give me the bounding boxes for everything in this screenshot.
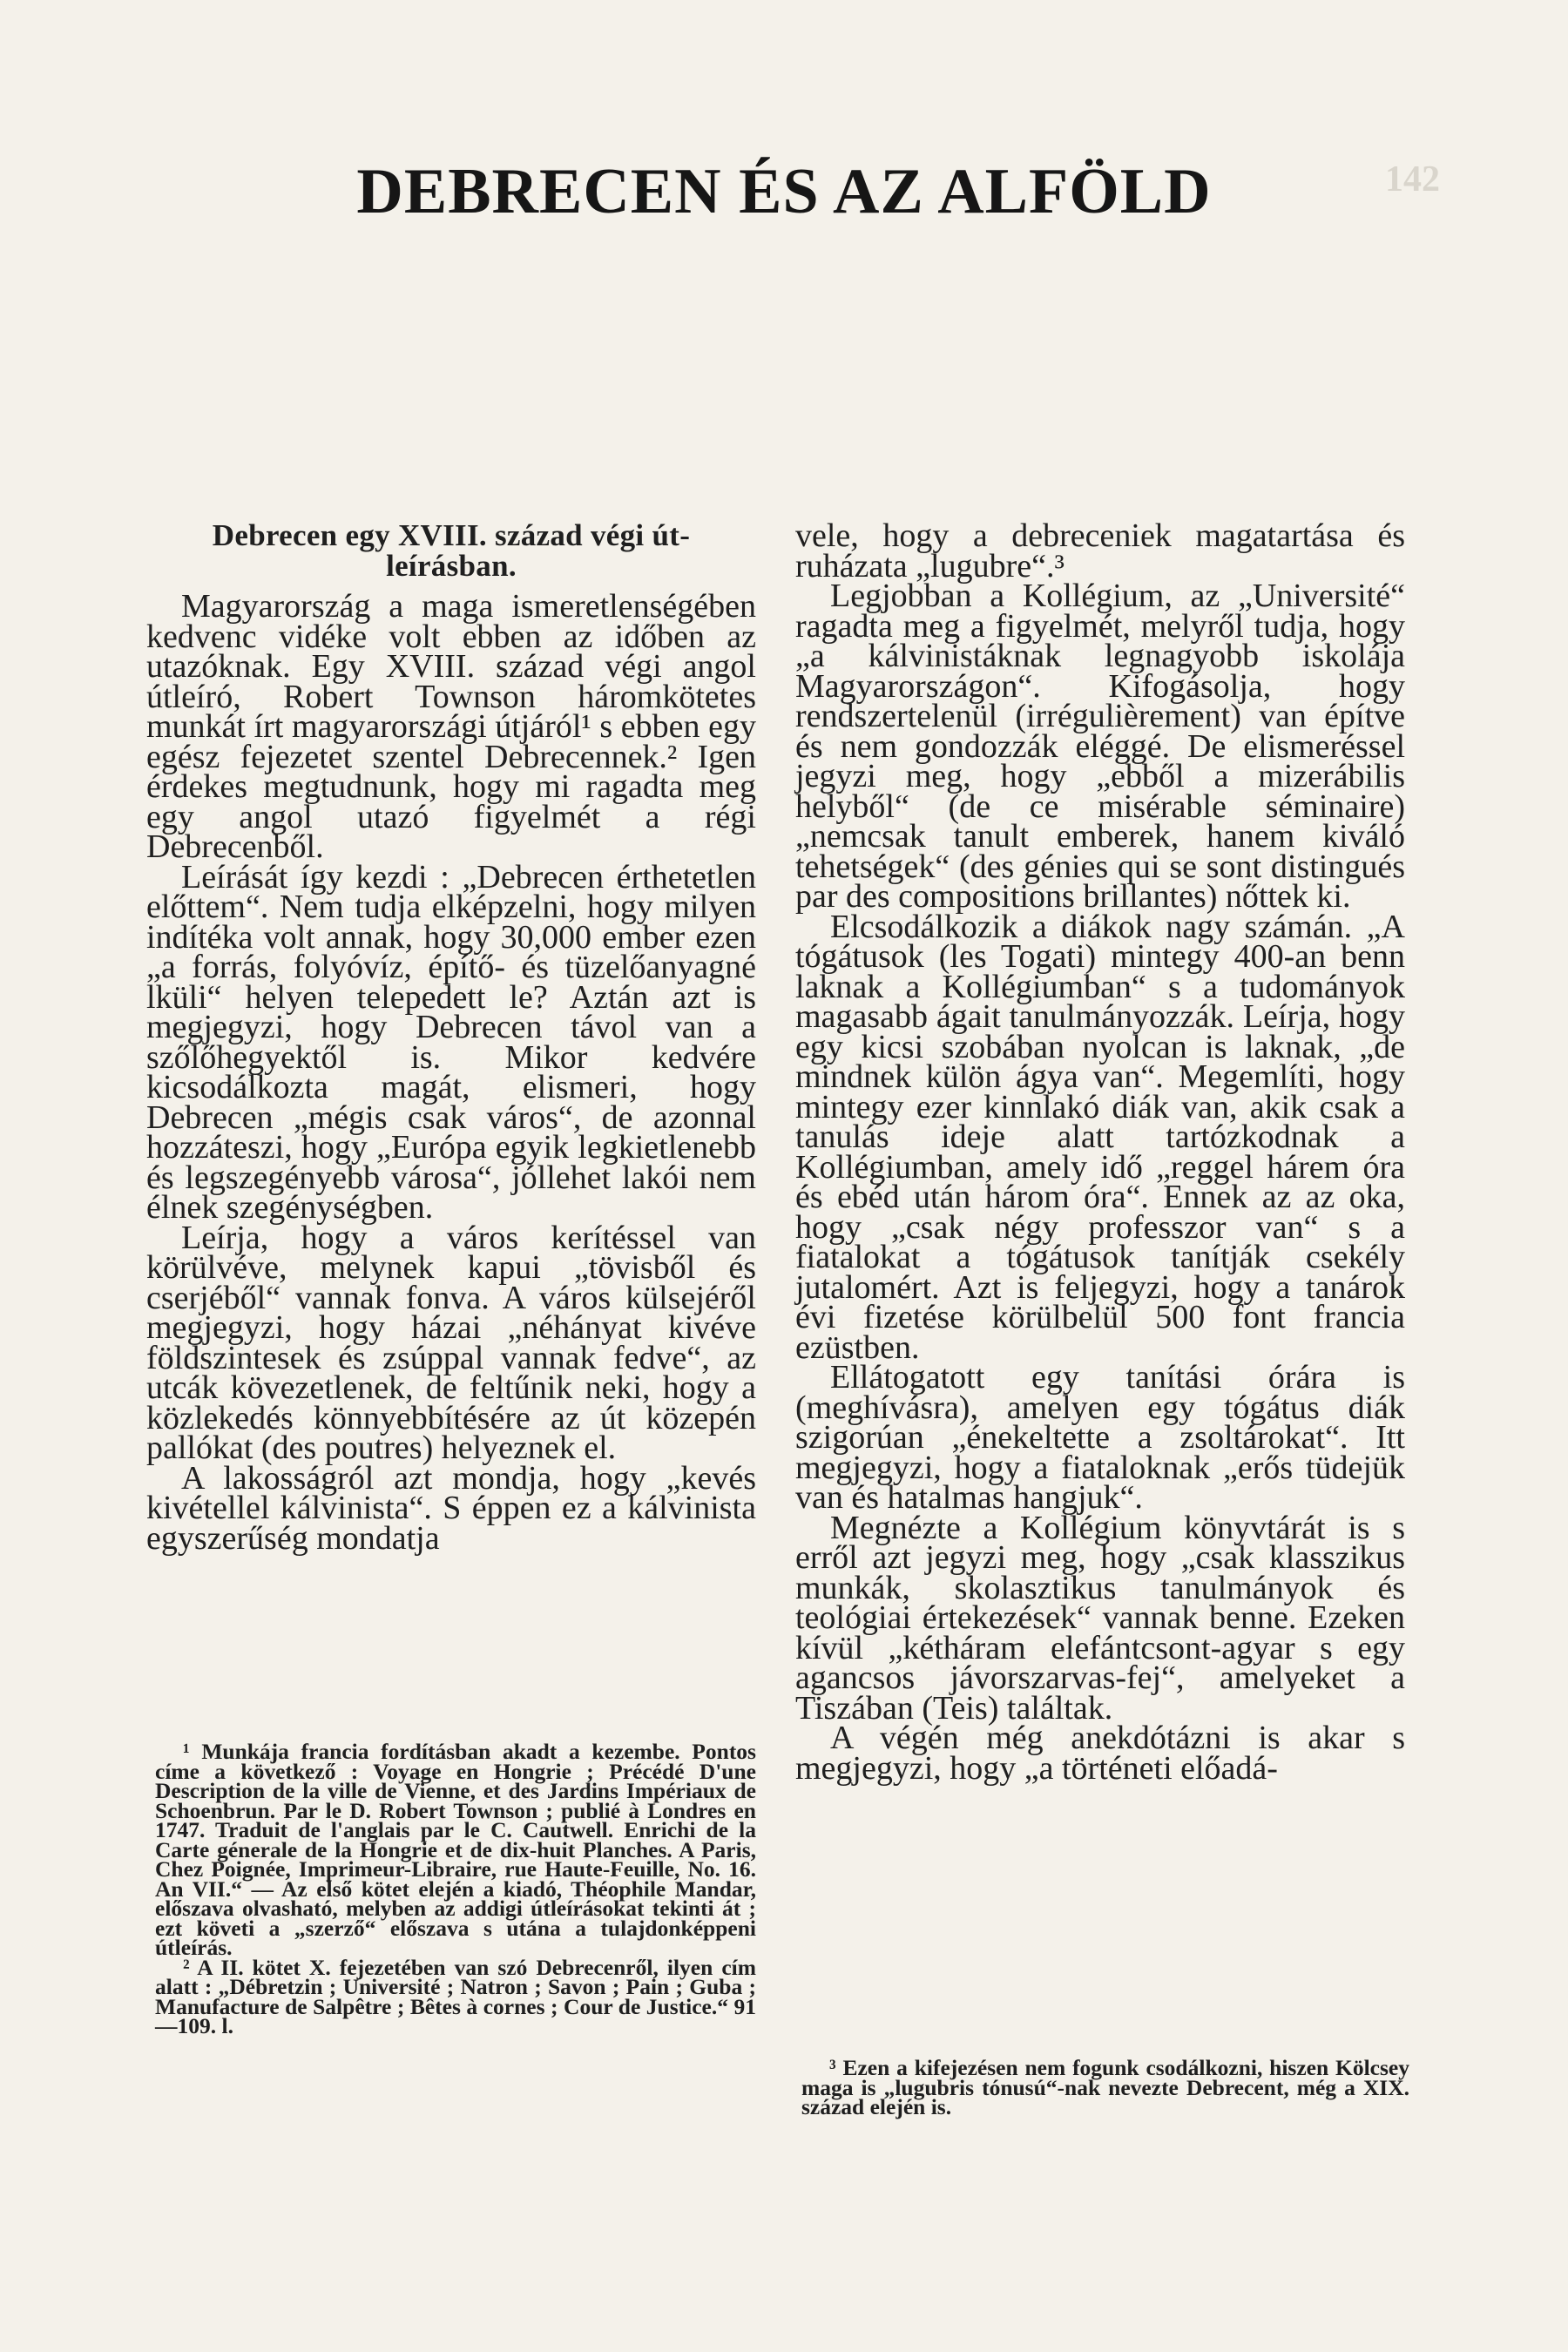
ghost-page-number: 142 <box>1385 159 1440 199</box>
paragraph: Elcsodálkozik a diákok nagy számán. „A tógátusok (les Togati) mintegy 400-an benn laknak a Kollégiumban“ s a tudományok magasabb ágait tanulmányozzák. Leírja, hogy egy kicsi szobában nyolcan is laknak, „de mindnek külön ágya van“. Megemlíti, hogy mintegy ezer kinnlakó diák van, akik csak a tanulás ideje alatt tartózkodnak a Kollégiumban, amely idő „reggel hárem óra és ebéd után három óra“. Ennek az az oka, hogy „csak négy professzor van“ s a fiatalokat a tógátusok tanítják csekély jutalomért. Azt is feljegyzi, hogy a tanárok évi fizetése körülbelül 500 font francia ezüstben. <box>795 908 1405 1366</box>
paragraph: Megnézte a Kollégium könyvtárát is s erről azt jegyzi meg, hogy „csak klasszikus munkák, skolasztikus tanulmányok és teológiai értekezések“ vannak benne. Ezeken kívül „kétháram elefántcsont-agyar s egy agancsos jávorszarvas-fej“, amelyeket a Tiszában (Teis) találtak. <box>795 1509 1405 1727</box>
right-column <box>795 517 1405 1787</box>
article-title-line-1: Debrecen egy XVIII. század végi út- <box>212 518 691 552</box>
paragraph: Legjobban a Kollégium, az „Université“ ragadta meg a figyelmét, melyről tudja, hogy „a kálvinistáknak legnagyobb iskolája Magyarországon“. Kifogásolja, hogy rendszertelenül (irrégulièrement) van építve és nem gondozzák eléggé. De elismeréssel jegyzi meg, hogy „ebből a mizerábilis helyből“ (de ce misérable séminaire) „nemcsak tanult emberek, hanem kiváló tehetségek“ (des génies qui se sont distingués par des compositions brillantes) nőttek ki. <box>795 578 1405 915</box>
footnotes-right <box>801 2055 1409 2119</box>
page-heading: DEBRECEN ÉS AZ ALFÖLD <box>356 156 1212 227</box>
footnotes-left <box>155 1739 756 2038</box>
article-title <box>146 518 756 583</box>
paragraph: Magyarország a maga ismeretlenségében kedvenc vidéke volt ebben az időben az utazóknak. Egy XVIII. század végi angol útleíró, Robert Townson háromkötetes munkát írt magyarországi útjáról¹ s ebben egy egész fejezetet szentel Debrecennek.² Igen érdekes megtudnunk, hogy mi ragadta meg egy angol utazó figyelmét a régi Debrecenből. <box>146 588 756 865</box>
footnote-3: ³ Ezen a kifejezésen nem fogunk csodálkozni, hiszen Kölcsey maga is „lugubris tónusú“-nak nevezte Debrecent, még a XIX. század elején is. <box>801 2055 1409 2119</box>
paragraph: Ellátogatott egy tanítási órára is (meghívásra), amelyen egy tógátus diák szigorúan „énekeltette a zsoltárokat“. Itt megjegyzi, hogy a fiataloknak „erős tüdejük van és hatalmas hangjuk“. <box>795 1359 1405 1516</box>
footnote-2: ² A II. kötet X. fejezetében van szó Debrecenről, ilyen cím alatt : „Débretzin ; Université ; Natron ; Savon ; Pain ; Guba ; Manufacture de Salpêtre ; Bêtes à cornes ; Cour de Justice.“ 91—109. l. <box>155 1954 756 2038</box>
article-title-line-2: leírásban. <box>386 548 517 583</box>
left-column <box>146 518 756 1557</box>
paragraph: vele, hogy a debreceniek magatartása és ruházata „lugubre“.³ <box>795 517 1405 585</box>
paragraph: A lakosságról azt mondja, hogy „kevés kivétellel kálvinista“. S éppen ez a kálvinista egyszerűség mondatja <box>146 1459 756 1557</box>
footnote-1: ¹ Munkája francia fordításban akadt a kezembe. Pontos címe a következő : Voyage en Hongrie ; Précédé D'une Description de la ville de Vienne, et des Jardins Impériaux de Schoenbrun. Par le D. Robert Townson ; publié à Londres en 1747. Traduit de l'anglais par le C. Cautwell. Enrichi de la Carte génerale de la Hongrie et de dix-huit Planches. A Paris, Chez Poignée, Imprimeur-Libraire, rue Haute-Feuille, No. 16. An VII.“ — Az első kötet elején a kiadó, Théophile Mandar, előszava olvasható, melyben az addigi útleírásokat tekinti át ; ezt követi a „szerző“ előszava s utána a tulajdonképpeni útleírás. <box>155 1739 756 1960</box>
paragraph: Leírja, hogy a város kerítéssel van körülvéve, melynek kapui „tövisből és cserjéből“ vannak fonva. A város külsejéről megjegyzi, hogy házai „néhányat kivéve földszintesek és zsúppal vannak fedve“, az utcák kövezetlenek, de feltűnik neki, hogy a közlekedés könnyebbítésére az út közepén pallókat (des poutres) helyeznek el. <box>146 1219 756 1466</box>
paragraph: A végén még anekdótázni is akar s megjegyzi, hogy „a történeti előadá- <box>795 1720 1405 1787</box>
paragraph: Leírását így kezdi : „Debrecen érthetetlen előttem“. Nem tudja elképzelni, hogy milyen indítéka volt annak, hogy 30,000 ember ezen „a forrás, folyóvíz, építő- és tüzelőanyagné lküli“ helyen telepedett le? Aztán azt is megjegyzi, hogy Debrecen távol van a szőlőhegyektől is. Mikor kedvére kicsodálkozta magát, elismeri, hogy Debrecen „mégis csak város“, de azonnal hozzáteszi, hogy „Európa egyik legkietlenebb és legszegényebb városa“, jóllehet lakói nem élnek szegénységben. <box>146 858 756 1226</box>
